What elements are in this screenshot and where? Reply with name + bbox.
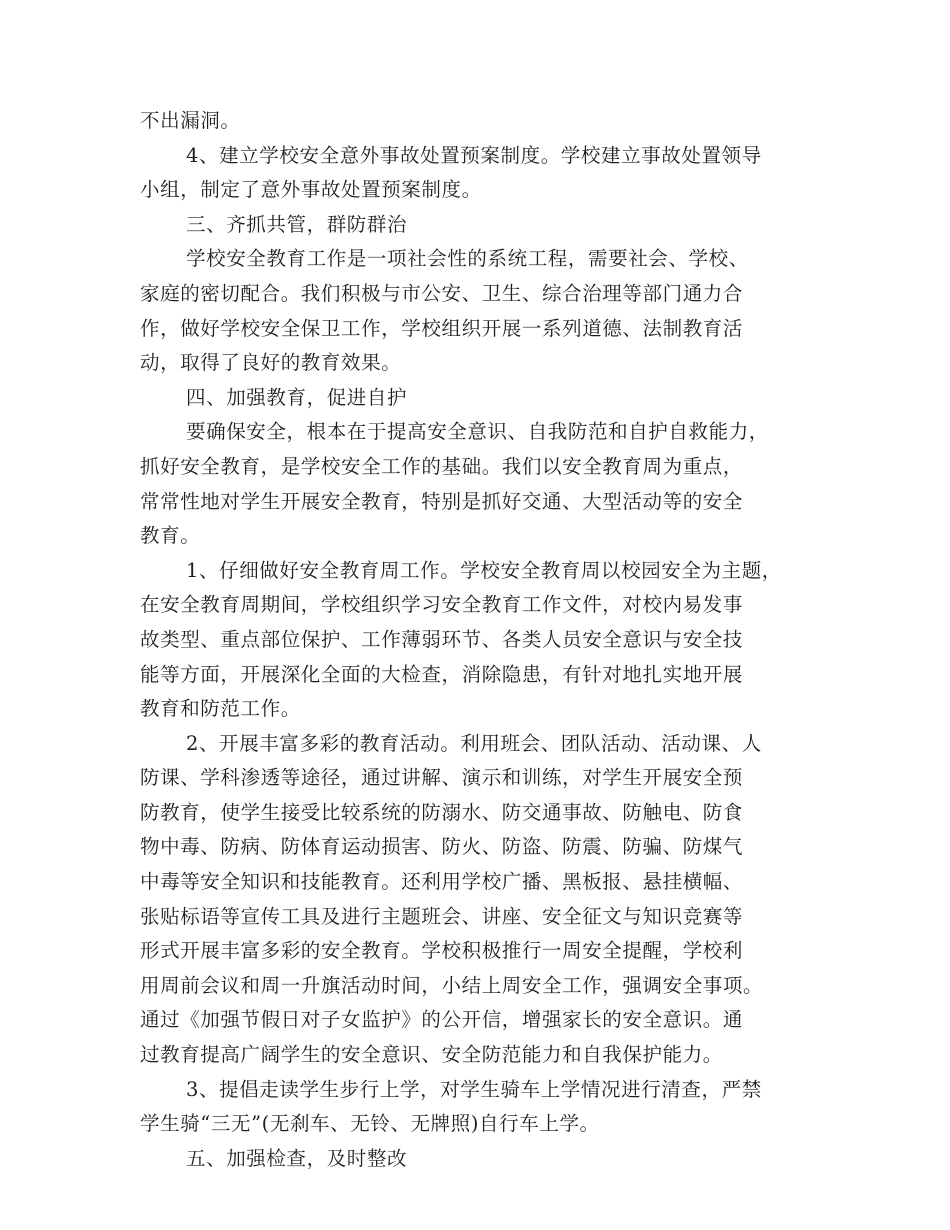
paragraph-start-line: 学校安全教育工作是一项社会性的系统工程，需要社会、学校、 [186, 247, 749, 271]
text-line: 常常性地对学生开展安全教育，特别是抓好交通、大型活动等的安全 [140, 489, 744, 513]
text-line: 防教育，使学生接受比较系统的防溺水、防交通事故、防触电、防食 [140, 800, 744, 824]
text-line: 动，取得了良好的教育效果。 [140, 351, 402, 375]
text-line: 学生骑“三无”(无刹车、无铃、无牌照)自行车上学。 [140, 1112, 600, 1136]
text-line: 故类型、重点部位保护、工作薄弱环节、各类人员安全意识与安全技 [140, 627, 744, 651]
text-line: 物中毒、防病、防体育运动损害、防火、防盗、防震、防骗、防煤气 [140, 835, 744, 859]
text-line: 张贴标语等宣传工具及进行主题班会、讲座、安全征文与知识竞赛等 [140, 904, 744, 928]
paragraph-start-line: 4、建立学校安全意外事故处置预案制度。学校建立事故处置领导 [186, 143, 762, 167]
document-page [140, 104, 820, 1176]
text-line: 家庭的密切配合。我们积极与市公安、卫生、综合治理等部门通力合 [140, 281, 744, 305]
paragraph-start-line: 四、加强教育，促进自护 [186, 385, 408, 409]
paragraph-start-line: 2、开展丰富多彩的教育活动。利用班会、团队活动、活动课、人 [186, 731, 762, 755]
text-line: 防课、学科渗透等途径，通过讲解、演示和训练，对学生开展安全预 [140, 766, 744, 790]
text-line: 中毒等安全知识和技能教育。还利用学校广播、黑板报、悬挂横幅、 [140, 870, 744, 894]
paragraph-start-line: 1、仔细做好安全教育周工作。学校安全教育周以校园安全为主题， [186, 558, 782, 582]
text-line: 小组，制定了意外事故处置预案制度。 [140, 178, 482, 202]
text-line: 抓好安全教育，是学校安全工作的基础。我们以安全教育周为重点， [140, 454, 744, 478]
text-line: 通过《加强节假日对子女监护》的公开信，增强家长的安全意识。通 [140, 1008, 744, 1032]
text-line: 形式开展丰富多彩的安全教育。学校积极推行一周安全提醒，学校利 [140, 939, 744, 963]
paragraph-start-line: 要确保安全，根本在于提高安全意识、自我防范和自护自救能力， [186, 420, 769, 444]
text-line: 过教育提高广阔学生的安全意识、安全防范能力和自我保护能力。 [140, 1043, 723, 1067]
paragraph-start-line: 五、加强检查，及时整改 [186, 1146, 408, 1170]
text-line: 教育和防范工作。 [140, 697, 301, 721]
text-line: 能等方面，开展深化全面的大检查，消除隐患，有针对地扎实地开展 [140, 662, 744, 686]
text-line: 用周前会议和周一升旗活动时间，小结上周安全工作，强调安全事项。 [140, 973, 764, 997]
text-line: 在安全教育周期间，学校组织学习安全教育工作文件，对校内易发事 [140, 593, 744, 617]
paragraph-start-line: 三、齐抓共管，群防群治 [186, 212, 408, 236]
text-line: 不出漏洞。 [140, 109, 241, 132]
text-line: 作，做好学校安全保卫工作，学校组织开展一系列道德、法制教育活 [140, 316, 744, 340]
paragraph-start-line: 3、提倡走读学生步行上学，对学生骑车上学情况进行清查，严禁 [186, 1077, 762, 1101]
text-line: 教育。 [140, 524, 201, 548]
